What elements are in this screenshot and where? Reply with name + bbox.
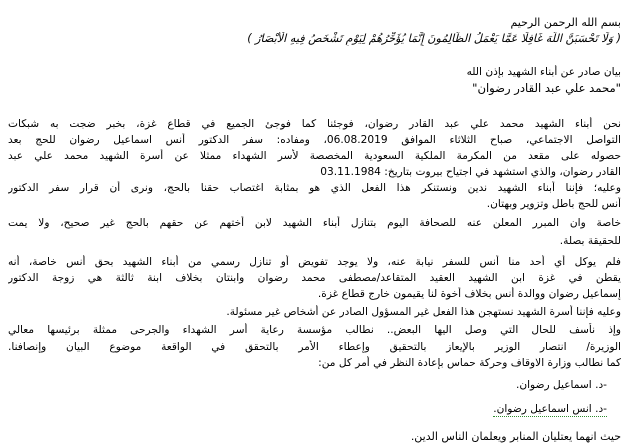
paragraph3-line1: خاصة وان المبرر المعلن عنه للصحافة اليوم بتنازل أبناء الشهيد لابن أختهم عن حقهم بالحج غير صحيح، ولا يمت xyxy=(8,217,621,229)
paragraph2-line1: وعليه؛ فإننا أبناء الشهيد ندين ونستنكر هذا الفعل الذي هو بمثابة اغتصاب حقنا بالحج، ونرى أن قرار سفر الدكتور xyxy=(8,182,621,194)
basmala: بسم الله الرحمن الرحيم xyxy=(510,16,621,29)
paragraph1-line4: القادر رضوان، والذي استشهد في اجتياح بيروت بتاريخ: 03.11.1984 xyxy=(320,166,621,178)
martyr-name: "محمد علي عبد القادر رضوان" xyxy=(472,81,621,95)
paragraph1-line3: حصوله على مقعد من المكرمة الملكية السعودية المخصصة لأسر الشهداء ممثلا عن أسرة الشهيد محمد علي عبد xyxy=(8,150,621,162)
named-person-2-text: -د. انس اسماعيل رضوان. xyxy=(493,403,607,415)
named-person-2 xyxy=(493,402,607,417)
quran-verse: ( وَلَا تَحْسَبَنَّ اللَّهَ غَافِلًا عَمَّا يَعْمَلُ الظَّالِمُونَ إِنَّمَا يُؤَخِّرُهُمْ لِيَوْمٍ تَشْخَصُ فِيهِ الْأَبْصَارُ ) xyxy=(247,32,621,45)
paragraph1-line1: نحن أبناء الشهيد محمد علي عبد القادر رضوان، فوجئنا كما فوجئ الجميع في قطاع غزة، بخبر ضجت به شبكات xyxy=(8,118,621,130)
paragraph5-line1: وعليه فإننا أسرة الشهيد نستهجن هذا الفعل غير المسؤول الصادر عن أشخاص غير مسئولة. xyxy=(226,306,621,318)
paragraph2-line2: أنس للحج باطل وتزوير وبهتان. xyxy=(486,198,621,210)
paragraph4-line2: يقطن في غزة ابن الشهيد العقيد المتقاعد/مصطفى محمد رضوان وابنتان بخلاف ابنة ثالثة هي زوجة الدكتور xyxy=(8,272,621,284)
paragraph5-line3: الوزيرة/ انتصار الوزير بالإيعاز بالتحقيق وإعطاء الأمر بالتحقق في الواقعة موضوع البيان وإنصافنا. xyxy=(8,341,621,353)
paragraph5-line2: وإذ نأسف للحال التي وصل اليها البعض.. نطالب مؤسسة رعاية أسر الشهداء والجرحى ممثلة برئيسها معالي xyxy=(8,324,621,336)
named-person-1: -د. اسماعيل رضوان. xyxy=(515,379,607,391)
statement-title: بيان صادر عن أبناء الشهيد بإذن الله xyxy=(466,66,621,78)
paragraph4-line1: فلم يوكل أي أحد منا أنس للسفر نيابة عنه، ولا يوجد تفويض أو تنازل رسمي من أبناء الشهيد بحق أنس خاصة، أنه xyxy=(8,256,621,268)
closing-line: حيث انهما يعتليان المنابر ويعلمان الناس الدين. xyxy=(410,430,621,443)
paragraph3-line2: للحقيقة بصلة. xyxy=(559,235,621,247)
demand-line: كما نطالب وزارة الاوقاف وحركة حماس بإعادة النظر في أمر كل من: xyxy=(318,357,621,369)
paragraph4-line3: إسماعيل رضوان ووالدة أنس بخلاف أخوة لنا يقيمون خارج قطاع غزة. xyxy=(317,288,621,300)
paragraph1-line2: التواصل الاجتماعي، صباح الثلاثاء الموافق 06.08.2019، ومفاده: سفر الدكتور أنس اسماعيل رضوان للحج بعد xyxy=(8,134,621,146)
